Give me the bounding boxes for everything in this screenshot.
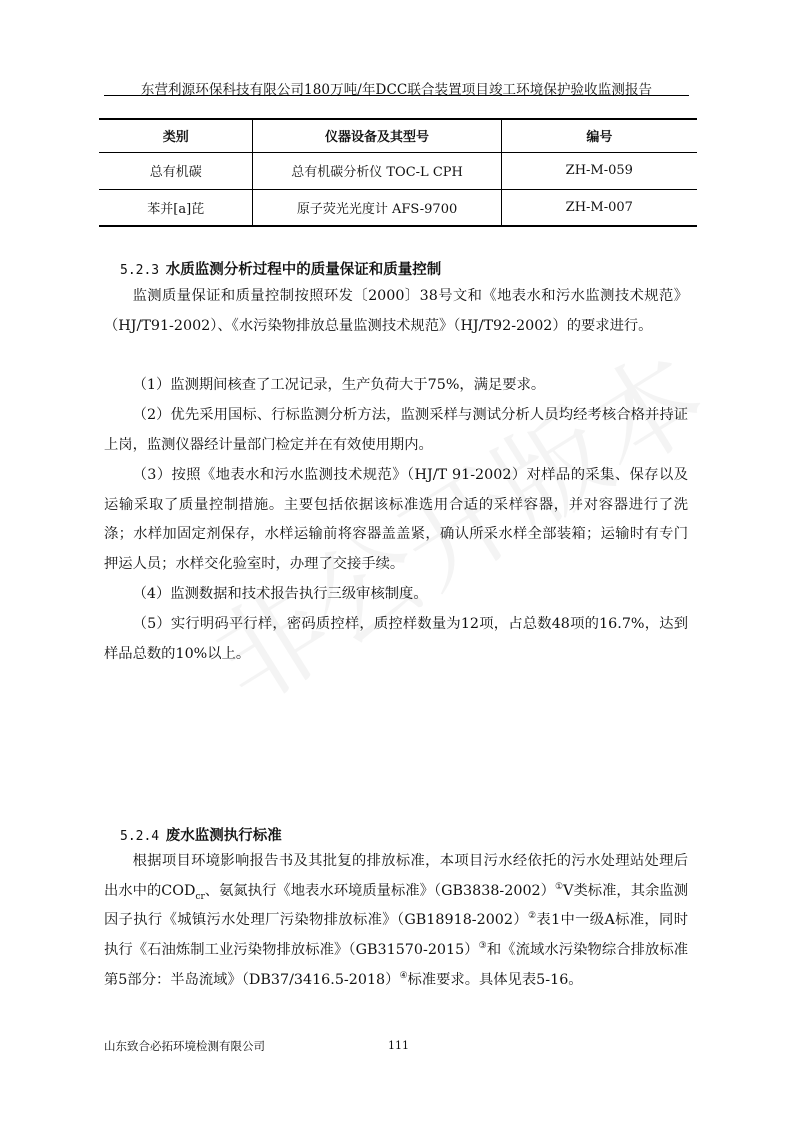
text-run: 标准要求。具体见表5-16。 bbox=[407, 971, 583, 988]
table-row bbox=[99, 152, 697, 189]
section-heading-5-2-4 bbox=[120, 824, 282, 845]
header-rule bbox=[104, 95, 689, 96]
col-header-category: 类别 bbox=[99, 119, 253, 152]
section-number: 5.2.4 bbox=[120, 829, 160, 844]
table-header-row bbox=[99, 119, 697, 152]
cell-category: 总有机碳 bbox=[99, 152, 253, 189]
section-number: 5.2.3 bbox=[120, 263, 160, 278]
text-run: 表1中一级A标准，同时执行《石油炼制工业污染物排放标准》（GB31570-2015） bbox=[104, 912, 688, 959]
col-header-instrument: 仪器设备及其型号 bbox=[253, 119, 501, 152]
paragraph-item-5: （5）实行明码平行样，密码质控样，质控样数量为12项，占总数48项的16.7%，达到样品总数的10%以上。 bbox=[104, 616, 688, 662]
paragraph-qa-intro: 监测质量保证和质量控制按照环发〔2000〕38号文和《地表水和污水监测技术规范》（HJ/T91-2002）、《水污染物排放总量监测技术规范》（HJ/T92-2002）的要求进行。 bbox=[104, 288, 688, 334]
col-header-code: 编号 bbox=[501, 119, 697, 152]
table-row bbox=[99, 189, 697, 226]
section-heading-5-2-3 bbox=[120, 258, 441, 279]
footer-company: 山东致合必拓环境检测有限公司 bbox=[104, 1039, 265, 1053]
footnote-mark-4: ④ bbox=[399, 971, 408, 982]
section-title: 废水监测执行标准 bbox=[165, 828, 282, 844]
section-title: 水质监测分析过程中的质量保证和质量控制 bbox=[165, 262, 442, 278]
cell-code: ZH-M-007 bbox=[501, 189, 697, 226]
cell-code: ZH-M-059 bbox=[501, 152, 697, 189]
paragraph-wastewater-standards bbox=[104, 847, 688, 996]
paragraph-item-4: （4）监测数据和技术报告执行三级审核制度。 bbox=[132, 586, 428, 602]
footnote-mark-1: ① bbox=[555, 881, 564, 892]
cell-instrument: 总有机碳分析仪 TOC-L CPH bbox=[253, 152, 501, 189]
text-run: 、氨氮执行《地表水环境质量标准》（GB3838-2002） bbox=[204, 882, 555, 899]
paragraph-item-1: （1）监测期间核查了工况记录，生产负荷大于75%，满足要求。 bbox=[132, 377, 546, 393]
page-number: 111 bbox=[388, 1039, 409, 1052]
text-run: 和《流域水污染物综合排放标准 第5部分：半岛流域》（DB37/3416.5-2018） bbox=[104, 942, 688, 988]
subscript-cr: cr bbox=[195, 891, 205, 902]
footnote-mark-2: ② bbox=[528, 911, 537, 922]
paragraph-item-2: （2）优先采用国标、行标监测分析方法，监测采样与测试分析人员均经考核合格并持证上岗，监测仪器经计量部门检定并在有效使用期内。 bbox=[104, 407, 688, 453]
instrument-table bbox=[99, 118, 697, 227]
text-run: 根据项目环境影响报告书及其批复的排放标准，本项目污水经依托的污水处理站处理后出水中的COD bbox=[104, 853, 688, 899]
paragraph-item-3: （3）按照《地表水和污水监测技术规范》（HJ/T 91-2002）对样品的采集、保存以及运输采取了质量控制措施。主要包括依据该标准选用合适的采样容器，并对容器进行了洗涤；水样加固定剂保存，水样运输前将容器盖盖紧，确认所采水样全部装箱；运输时有专门押运人员；水样交化验室时，办理了交接手续。 bbox=[104, 467, 688, 573]
running-header: 东营利源环保科技有限公司180万吨/年DCC联合装置项目竣工环境保护验收监测报告 bbox=[140, 82, 653, 98]
footnote-mark-3: ③ bbox=[478, 941, 487, 952]
cell-category: 苯并[a]芘 bbox=[99, 189, 253, 226]
cell-instrument: 原子荧光光度计 AFS-9700 bbox=[253, 189, 501, 226]
text-run: V类标准，其余监测因子执行《城镇污水处理厂污染物排放标准》（GB18918-2002） bbox=[104, 882, 689, 929]
